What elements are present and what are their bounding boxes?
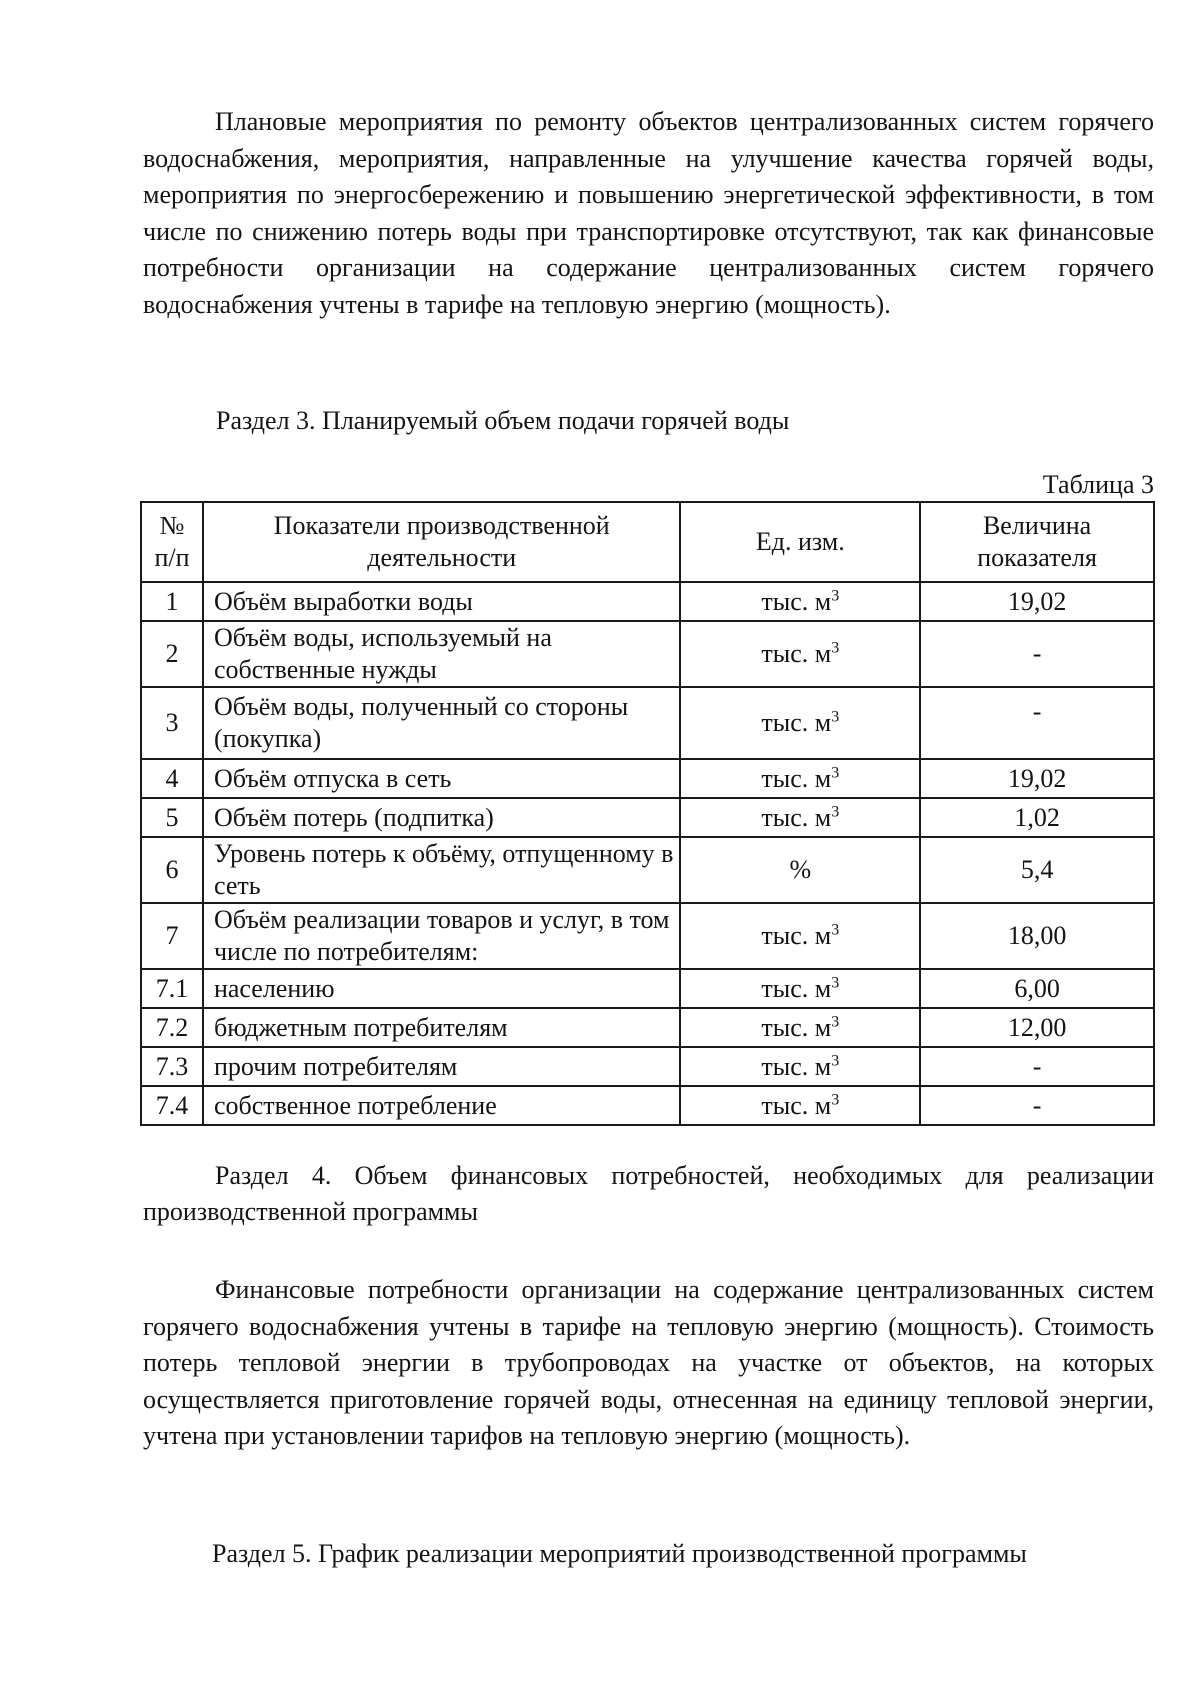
header-num: № п/п	[141, 502, 203, 582]
row-num: 1	[141, 582, 203, 621]
row-value: 19,02	[920, 582, 1154, 621]
row-num: 7.4	[141, 1086, 203, 1125]
row-unit: тыс. $м^3$	[680, 759, 920, 798]
row-indicator: прочим потребителям	[203, 1047, 681, 1086]
table-row	[141, 1047, 1154, 1086]
row-num: 7.1	[141, 969, 203, 1008]
table-row	[141, 759, 1154, 798]
row-unit: тыс. $м^3$	[680, 582, 920, 621]
section-5-heading: Раздел 5. График реализации мероприятий производственной программы	[212, 1539, 1027, 1568]
row-unit: тыс. $м^3$	[680, 687, 920, 759]
row-indicator: бюджетным потребителям	[203, 1008, 681, 1047]
row-value: -	[920, 621, 1154, 687]
table-row	[141, 1008, 1154, 1047]
row-indicator: Объём отпуска в сеть	[203, 759, 681, 798]
table-row	[141, 1086, 1154, 1125]
row-num: 4	[141, 759, 203, 798]
row-unit: %	[680, 837, 920, 903]
row-indicator: Объём воды, полученный со стороны (покупка)	[203, 687, 681, 759]
row-num: 6	[141, 837, 203, 903]
table-row	[141, 798, 1154, 837]
row-value: -	[920, 1086, 1154, 1125]
table-row	[141, 969, 1154, 1008]
row-value: 12,00	[920, 1008, 1154, 1047]
section-4-paragraph: Финансовые потребности организации на содержание централизованных систем горячего водоснабжения учтены в тарифе на тепловую энергию (мощность). Стоимость потерь тепловой энергии в трубопроводах на участке от объектов, на которых осуществляется приготовление горячей воды, отнесенная на единицу тепловой энергии, учтена при установлении тарифов на тепловую энергию (мощность).	[143, 1275, 1154, 1450]
row-num: 5	[141, 798, 203, 837]
row-unit: тыс. $м^3$	[680, 621, 920, 687]
table-row	[141, 903, 1154, 969]
row-value: 1,02	[920, 798, 1154, 837]
header-unit: Ед. изм.	[680, 502, 920, 582]
table-row	[141, 582, 1154, 621]
row-indicator: населению	[203, 969, 681, 1008]
table-header-row	[141, 502, 1154, 582]
row-indicator: Объём потерь (подпитка)	[203, 798, 681, 837]
row-num: 7.2	[141, 1008, 203, 1047]
intro-paragraph: Плановые мероприятия по ремонту объектов централизованных систем горячего водоснабжения, мероприятия, направленные на улучшение качества горячей воды, мероприятия по энергосбережению и повышению энергетической эффективности, в том числе по снижению потерь воды при транспортировке отсутствуют, так как финансовые потребности организации на содержание централизованных систем горячего водоснабжения учтены в тарифе на тепловую энергию (мощность).	[143, 107, 1154, 319]
row-value: -	[920, 1047, 1154, 1086]
row-indicator: собственное потребление	[203, 1086, 681, 1125]
row-unit: тыс. $м^3$	[680, 903, 920, 969]
table-row	[141, 687, 1154, 759]
table-caption: Таблица 3	[1042, 470, 1154, 499]
row-value: -	[920, 687, 1154, 759]
row-unit: тыс. $м^3$	[680, 969, 920, 1008]
row-indicator: Объём воды, используемый на собственные нужды	[203, 621, 681, 687]
row-value: 19,02	[920, 759, 1154, 798]
header-value: Величина показателя	[920, 502, 1154, 582]
row-num: 7	[141, 903, 203, 969]
row-indicator: Объём реализации товаров и услуг, в том числе по потребителям:	[203, 903, 681, 969]
row-value: 18,00	[920, 903, 1154, 969]
row-value: 6,00	[920, 969, 1154, 1008]
row-num: 3	[141, 687, 203, 759]
section-4-heading: Раздел 4. Объем финансовых потребностей, необходимых для реализации производственной программы	[143, 1161, 1154, 1226]
section-3-heading: Раздел 3. Планируемый объем подачи горячей воды	[216, 406, 790, 435]
row-value: 5,4	[920, 837, 1154, 903]
row-unit: тыс. $м^3$	[680, 1086, 920, 1125]
row-unit: тыс. $м^3$	[680, 1008, 920, 1047]
production-indicators-table	[140, 501, 1155, 1126]
row-indicator: Объём выработки воды	[203, 582, 681, 621]
row-num: 7.3	[141, 1047, 203, 1086]
row-unit: тыс. $м^3$	[680, 798, 920, 837]
table-row	[141, 837, 1154, 903]
row-num: 2	[141, 621, 203, 687]
row-unit: тыс. $м^3$	[680, 1047, 920, 1086]
table-row	[141, 621, 1154, 687]
header-indicator: Показатели производственной деятельности	[203, 502, 681, 582]
row-indicator: Уровень потерь к объёму, отпущенному в сеть	[203, 837, 681, 903]
